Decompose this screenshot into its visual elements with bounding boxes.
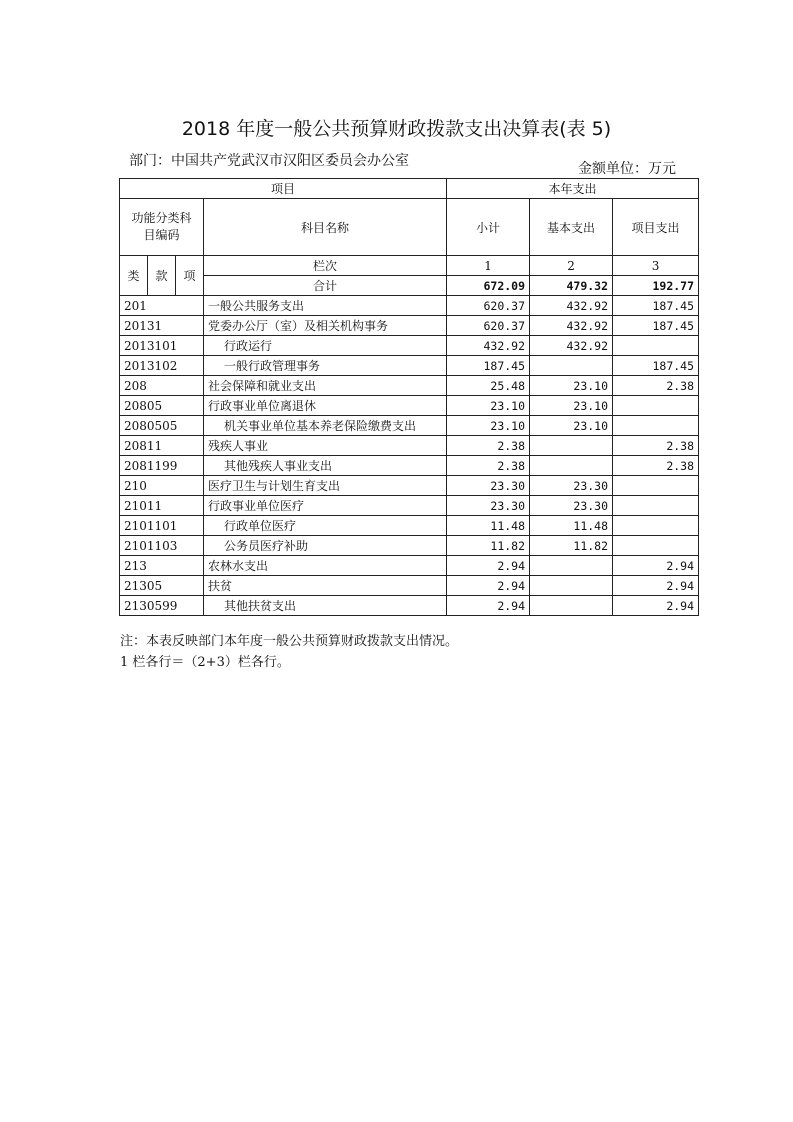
row-code: 2101103 (120, 536, 204, 556)
table-row (120, 476, 699, 496)
row-basic: 432.92 (530, 316, 613, 336)
notes (120, 631, 458, 673)
row-project: 2.38 (613, 436, 699, 456)
row-code: 2130599 (120, 596, 204, 616)
row-subtotal: 23.30 (447, 496, 530, 516)
row-name: 行政运行 (204, 336, 447, 356)
header-row-2 (120, 199, 699, 256)
table-row (120, 316, 699, 336)
row-basic: 23.10 (530, 416, 613, 436)
column-number-3: 3 (613, 256, 699, 276)
row-basic: 11.48 (530, 516, 613, 536)
row-name: 其他扶贫支出 (204, 596, 447, 616)
table-row (120, 576, 699, 596)
row-basic: 23.30 (530, 496, 613, 516)
row-project (613, 496, 699, 516)
row-subtotal: 187.45 (447, 356, 530, 376)
row-name: 扶贫 (204, 576, 447, 596)
table-row (120, 556, 699, 576)
header-basic: 基本支出 (530, 199, 613, 256)
column-number-2: 2 (530, 256, 613, 276)
note-line-2: 1 栏各行＝（2+3）栏各行。 (120, 655, 290, 670)
row-subtotal: 432.92 (447, 336, 530, 356)
row-basic: 23.30 (530, 476, 613, 496)
row-code: 2080505 (120, 416, 204, 436)
row-subtotal: 2.94 (447, 576, 530, 596)
row-name: 党委办公厅（室）及相关机构事务 (204, 316, 447, 336)
row-subtotal: 11.48 (447, 516, 530, 536)
row-basic (530, 456, 613, 476)
header-subtotal: 小计 (447, 199, 530, 256)
header-project: 项目支出 (613, 199, 699, 256)
row-basic: 23.10 (530, 396, 613, 416)
row-name: 一般公共服务支出 (204, 296, 447, 316)
row-subtotal: 620.37 (447, 316, 530, 336)
total-row (120, 276, 699, 296)
row-subtotal: 23.10 (447, 396, 530, 416)
row-name: 农林水支出 (204, 556, 447, 576)
row-project (613, 416, 699, 436)
row-name: 残疾人事业 (204, 436, 447, 456)
row-basic: 11.82 (530, 536, 613, 556)
row-project: 2.38 (613, 456, 699, 476)
row-project: 187.45 (613, 356, 699, 376)
row-subtotal: 620.37 (447, 296, 530, 316)
header-current-year: 本年支出 (447, 179, 699, 199)
row-name: 医疗卫生与计划生育支出 (204, 476, 447, 496)
header-row-3 (120, 256, 699, 276)
row-basic (530, 556, 613, 576)
row-code: 210 (120, 476, 204, 496)
table-row (120, 536, 699, 556)
row-code: 201 (120, 296, 204, 316)
note-line-1: 注：本表反映部门本年度一般公共预算财政拨款支出情况。 (120, 634, 459, 649)
table-row (120, 436, 699, 456)
column-number-1: 1 (447, 256, 530, 276)
header-kuan: 款 (148, 256, 176, 296)
table-row (120, 596, 699, 616)
header-row-1 (120, 179, 699, 199)
table-row (120, 356, 699, 376)
total-subtotal: 672.09 (447, 276, 530, 296)
row-project: 187.45 (613, 296, 699, 316)
row-name: 其他残疾人事业支出 (204, 456, 447, 476)
row-subtotal: 11.82 (447, 536, 530, 556)
row-code: 2101101 (120, 516, 204, 536)
row-code: 21011 (120, 496, 204, 516)
table-row (120, 296, 699, 316)
row-code: 2013102 (120, 356, 204, 376)
row-project: 2.94 (613, 576, 699, 596)
row-project: 2.38 (613, 376, 699, 396)
row-code: 2081199 (120, 456, 204, 476)
total-basic: 479.32 (530, 276, 613, 296)
row-project (613, 516, 699, 536)
row-project (613, 396, 699, 416)
row-project (613, 476, 699, 496)
department-label: 部门：中国共产党武汉市汉阳区委员会办公室 (129, 153, 409, 169)
row-subtotal: 2.38 (447, 456, 530, 476)
table-row (120, 396, 699, 416)
row-basic (530, 576, 613, 596)
header-xiang: 项 (176, 256, 204, 296)
row-project: 187.45 (613, 316, 699, 336)
total-label: 合计 (204, 276, 447, 296)
row-code: 20811 (120, 436, 204, 456)
row-name: 行政事业单位离退休 (204, 396, 447, 416)
row-project: 2.94 (613, 556, 699, 576)
header-name: 科目名称 (204, 199, 447, 256)
table-row (120, 336, 699, 356)
unit-label: 金额单位：万元 (578, 161, 676, 177)
row-code: 208 (120, 376, 204, 396)
row-name: 社会保障和就业支出 (204, 376, 447, 396)
row-subtotal: 2.38 (447, 436, 530, 456)
row-basic (530, 356, 613, 376)
table-row (120, 516, 699, 536)
column-number-label: 栏次 (204, 256, 447, 276)
row-subtotal: 2.94 (447, 556, 530, 576)
row-basic: 432.92 (530, 296, 613, 316)
row-name: 行政单位医疗 (204, 516, 447, 536)
row-code: 21305 (120, 576, 204, 596)
total-project: 192.77 (613, 276, 699, 296)
header-item: 项目 (120, 179, 447, 199)
row-project: 2.94 (613, 596, 699, 616)
row-code: 20131 (120, 316, 204, 336)
row-basic: 23.10 (530, 376, 613, 396)
row-code: 20805 (120, 396, 204, 416)
header-lei: 类 (120, 256, 148, 296)
expenditure-table (119, 178, 699, 616)
row-code: 213 (120, 556, 204, 576)
row-name: 一般行政管理事务 (204, 356, 447, 376)
row-name: 机关事业单位基本养老保险缴费支出 (204, 416, 447, 436)
row-subtotal: 2.94 (447, 596, 530, 616)
table-row (120, 416, 699, 436)
header-code: 功能分类科目编码 (120, 199, 204, 256)
table-row (120, 496, 699, 516)
row-basic: 432.92 (530, 336, 613, 356)
row-name: 公务员医疗补助 (204, 536, 447, 556)
row-name: 行政事业单位医疗 (204, 496, 447, 516)
row-project (613, 336, 699, 356)
report-title: 2018 年度一般公共预算财政拨款支出决算表(表 5) (181, 118, 612, 140)
row-code: 2013101 (120, 336, 204, 356)
row-subtotal: 23.30 (447, 476, 530, 496)
row-basic (530, 596, 613, 616)
table-row (120, 456, 699, 476)
row-basic (530, 436, 613, 456)
row-subtotal: 25.48 (447, 376, 530, 396)
row-subtotal: 23.10 (447, 416, 530, 436)
row-project (613, 536, 699, 556)
table-row (120, 376, 699, 396)
